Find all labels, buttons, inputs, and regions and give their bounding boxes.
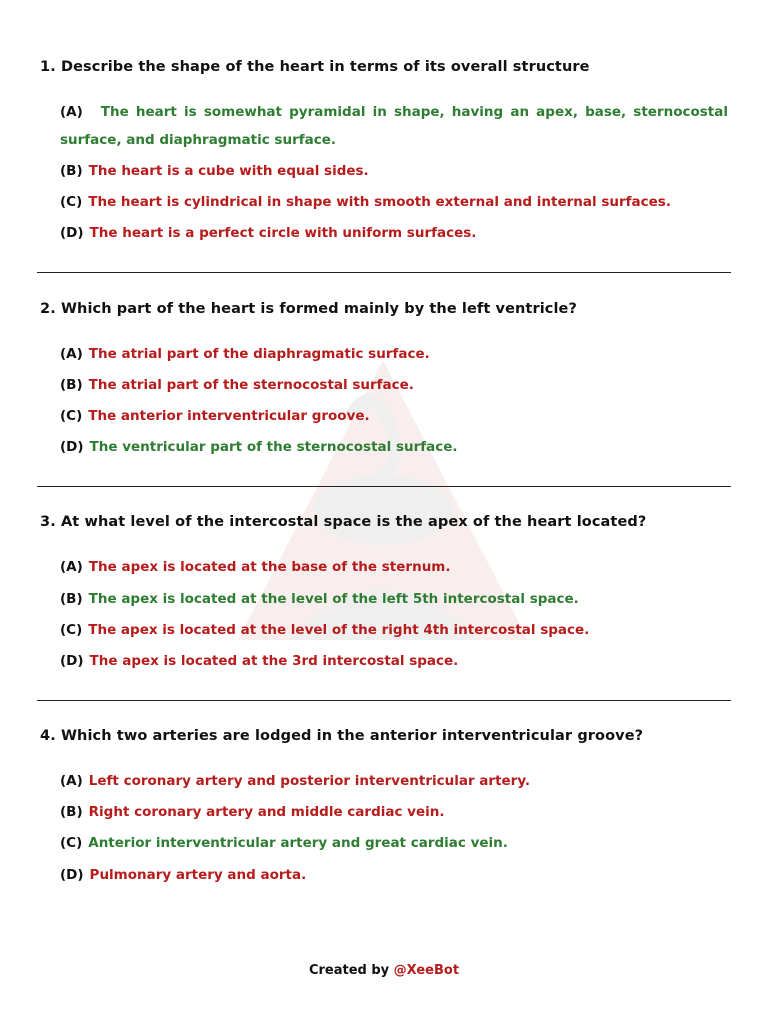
option-letter: (A) <box>60 559 83 575</box>
option-text: The apex is located at the base of the sternum. <box>88 559 451 575</box>
option-text: The atrial part of the diaphragmatic surface. <box>88 346 430 362</box>
option-text: The apex is located at the level of the right 4th intercostal space. <box>88 622 590 638</box>
option-letter: (B) <box>60 163 83 179</box>
option-letter: (C) <box>60 835 83 851</box>
option-text: The apex is located at the 3rd intercostal space. <box>89 653 459 669</box>
option-letter: (D) <box>60 653 84 669</box>
option-text: The heart is a perfect circle with uniform surfaces. <box>89 225 477 241</box>
option-text: Right coronary artery and middle cardiac vein. <box>88 804 445 820</box>
option-letter: (D) <box>60 225 84 241</box>
option-d[interactable] <box>60 224 728 243</box>
footer-prefix: Created by <box>308 963 394 978</box>
option-text: Pulmonary artery and aorta. <box>89 867 307 883</box>
option-c[interactable] <box>60 193 728 212</box>
option-letter: (C) <box>60 408 83 424</box>
option-letter: (B) <box>60 804 83 820</box>
question-title: 2. Which part of the heart is formed mainly by the left ventricle? <box>40 301 577 317</box>
option-b[interactable] <box>60 162 728 181</box>
option-d[interactable] <box>60 866 728 885</box>
divider <box>37 700 731 701</box>
divider <box>37 486 731 487</box>
option-text: The heart is a cube with equal sides. <box>88 163 369 179</box>
option-c[interactable] <box>60 621 728 640</box>
option-letter: (C) <box>60 194 83 210</box>
divider <box>37 272 731 273</box>
option-d[interactable] <box>60 652 728 671</box>
option-b[interactable] <box>60 803 728 822</box>
option-letter: (A) <box>60 346 83 362</box>
option-text: Left coronary artery and posterior interventricular artery. <box>88 773 531 789</box>
question-title: 3. At what level of the intercostal space is the apex of the heart located? <box>40 514 647 530</box>
footer-credit <box>0 963 768 978</box>
option-text: Anterior interventricular artery and great cardiac vein. <box>88 835 508 851</box>
option-a[interactable] <box>60 772 728 791</box>
option-text: The ventricular part of the sternocostal surface. <box>89 439 458 455</box>
option-c[interactable] <box>60 834 728 853</box>
option-text: The heart is somewhat pyramidal in shape, having an apex, base, sternocostal surface, and diaphragmatic surface. <box>60 104 728 148</box>
option-text: The atrial part of the sternocostal surface. <box>88 377 414 393</box>
question-title: 4. Which two arteries are lodged in the anterior interventricular groove? <box>40 728 644 744</box>
option-letter: (C) <box>60 622 83 638</box>
option-text: The apex is located at the level of the left 5th intercostal space. <box>88 591 579 607</box>
option-d[interactable] <box>60 438 728 457</box>
footer-handle-link[interactable]: @XeeBot <box>393 963 460 978</box>
option-a[interactable] <box>60 558 728 577</box>
option-letter: (D) <box>60 867 84 883</box>
question-title: 1. Describe the shape of the heart in terms of its overall structure <box>40 59 590 75</box>
option-b[interactable] <box>60 376 728 395</box>
option-letter: (A) <box>60 104 83 120</box>
option-text: The heart is cylindrical in shape with smooth external and internal surfaces. <box>88 194 671 210</box>
option-text: The anterior interventricular groove. <box>88 408 370 424</box>
option-a[interactable] <box>60 345 728 364</box>
option-letter: (B) <box>60 377 83 393</box>
option-c[interactable] <box>60 407 728 426</box>
option-letter: (D) <box>60 439 84 455</box>
option-a[interactable] <box>60 98 728 154</box>
option-b[interactable] <box>60 590 728 609</box>
option-letter: (B) <box>60 591 83 607</box>
option-letter: (A) <box>60 773 83 789</box>
